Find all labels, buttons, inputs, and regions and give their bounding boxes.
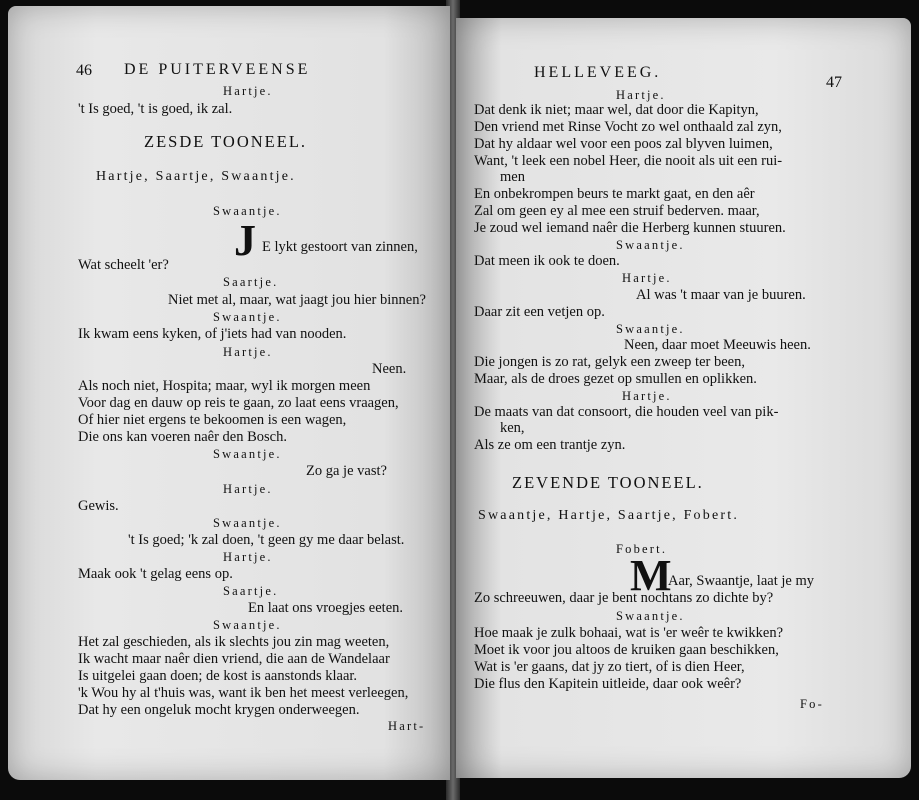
verse-line: Ik wacht maar naêr dien vriend, die aan de Wandelaar <box>78 651 390 667</box>
verse-line: Maak ook 't gelag eens op. <box>78 566 233 582</box>
verse-line: Niet met al, maar, wat jaagt jou hier binnen? <box>168 292 426 308</box>
right-page <box>456 18 911 778</box>
verse-line: Zo ga je vast? <box>306 463 387 479</box>
verse-line: Gewis. <box>78 498 119 514</box>
speaker-name: Hartje. <box>223 84 273 98</box>
speaker-name: Saartje. <box>223 275 279 289</box>
speaker-name: Hartje. <box>223 550 273 564</box>
verse-line: Je zoud wel iemand naêr die Herberg kunnen stuuren. <box>474 220 786 236</box>
verse-line: Zo schreeuwen, daar je bent nochtans zo dichte by? <box>474 590 774 606</box>
speaker-name: Swaantje. <box>213 310 282 324</box>
verse-line: Zal om geen ey al mee een struif bederven. maar, <box>474 203 760 219</box>
verse-line: Hoe maak je zulk bohaai, wat is 'er weêr te kwikken? <box>474 625 784 641</box>
verse-line: 't Is goed; 'k zal doen, 't geen gy me daar belast. <box>128 532 405 548</box>
verse-line: Want, 't leek een nobel Heer, die nooit als uit een rui- <box>474 153 783 169</box>
drop-capital: J <box>234 216 256 265</box>
verse-line: Is uitgelei gaan doen; de kost is aanstonds klaar. <box>78 668 358 684</box>
speaker-name: Swaantje. <box>616 238 685 252</box>
verse-line: Den vriend met Rinse Vocht zo wel onthaald zal zyn, <box>474 119 782 135</box>
verse-line: 't Is goed, 't is goed, ik zal. <box>78 101 233 117</box>
verse-line: Het zal geschieden, als ik slechts jou zin mag weeten, <box>78 634 390 650</box>
verse-line: Ik kwam eens kyken, of j'iets had van nooden. <box>78 326 347 342</box>
page-number: 47 <box>826 74 842 91</box>
verse-line: Die ons kan voeren naêr den Bosch. <box>78 429 287 445</box>
verse-line: Al was 't maar van je buuren. <box>636 287 806 303</box>
verse-line: Dat denk ik niet; maar wel, dat door die Kapityn, <box>474 102 759 118</box>
running-head: DE PUITERVEENSE <box>124 61 311 78</box>
verse-line: men <box>500 169 525 185</box>
verse-line: Dat hy een ongeluk mocht krygen onderweegen. <box>78 702 360 718</box>
speaker-name: Hartje. <box>622 271 672 285</box>
cast-list: Hartje, Saartje, Swaantje. <box>96 169 296 184</box>
verse-line: Aar, Swaantje, laat je my <box>668 573 814 589</box>
verse-line: Als ze om een trantje zyn. <box>474 437 626 453</box>
drop-capital: M <box>630 551 672 600</box>
speaker-name: Saartje. <box>223 584 279 598</box>
verse-line: Die jongen is zo rat, gelyk een zweep ter been, <box>474 354 745 370</box>
verse-line: De maats van dat consoort, die houden veel van pik- <box>474 404 779 420</box>
verse-line: Voor dag en dauw op reis te gaan, zo laat eens vraagen, <box>78 395 399 411</box>
speaker-name: Fobert. <box>616 542 668 556</box>
speaker-name: Hartje. <box>223 345 273 359</box>
speaker-name: Hartje. <box>223 482 273 496</box>
speaker-name: Swaantje. <box>616 609 685 623</box>
verse-line: E lykt gestoort van zinnen, <box>262 239 418 255</box>
speaker-name: Hartje. <box>622 389 672 403</box>
verse-line: ken, <box>500 420 525 436</box>
catchword: Fo- <box>800 697 824 711</box>
verse-line: Die flus den Kapitein uitleide, daar ook weêr? <box>474 676 742 692</box>
verse-line: Wat is 'er gaans, dat jy zo tiert, of is dien Heer, <box>474 659 745 675</box>
running-head: HELLEVEEG. <box>534 64 662 81</box>
verse-line: Dat meen ik ook te doen. <box>474 253 620 269</box>
left-page <box>8 6 450 780</box>
verse-line: Als noch niet, Hospita; maar, wyl ik morgen meen <box>78 378 371 394</box>
speaker-name: Swaantje. <box>213 618 282 632</box>
verse-line: En onbekrompen beurs te markt gaat, en den aêr <box>474 186 755 202</box>
catchword: Hart- <box>388 719 426 733</box>
verse-line: Daar zit een vetjen op. <box>474 304 605 320</box>
speaker-name: Swaantje. <box>213 447 282 461</box>
verse-line: Wat scheelt 'er? <box>78 257 169 273</box>
verse-line: Moet ik voor jou altoos de kruiken gaan beschikken, <box>474 642 779 658</box>
verse-line: Neen. <box>372 361 407 377</box>
scene-heading: ZEVENDE TOONEEL. <box>512 473 704 492</box>
speaker-name: Hartje. <box>616 88 666 102</box>
speaker-name: Swaantje. <box>213 204 282 218</box>
verse-line: 'k Wou hy al t'huis was, want ik ben het meest verleegen, <box>78 685 409 701</box>
verse-line: Neen, daar moet Meeuwis heen. <box>624 337 811 353</box>
cast-list: Swaantje, Hartje, Saartje, Fobert. <box>478 508 740 523</box>
verse-line: Maar, als de droes gezet op smullen en oplikken. <box>474 371 757 387</box>
verse-line: Of hier niet ergens te bekoomen is een wagen, <box>78 412 347 428</box>
speaker-name: Swaantje. <box>213 516 282 530</box>
scene-heading: ZESDE TOONEEL. <box>144 132 308 151</box>
speaker-name: Swaantje. <box>616 322 685 336</box>
verse-line: En laat ons vroegjes eeten. <box>248 600 404 616</box>
page-number: 46 <box>76 62 92 79</box>
verse-line: Dat hy aldaar wel voor een poos zal blyven luimen, <box>474 136 773 152</box>
